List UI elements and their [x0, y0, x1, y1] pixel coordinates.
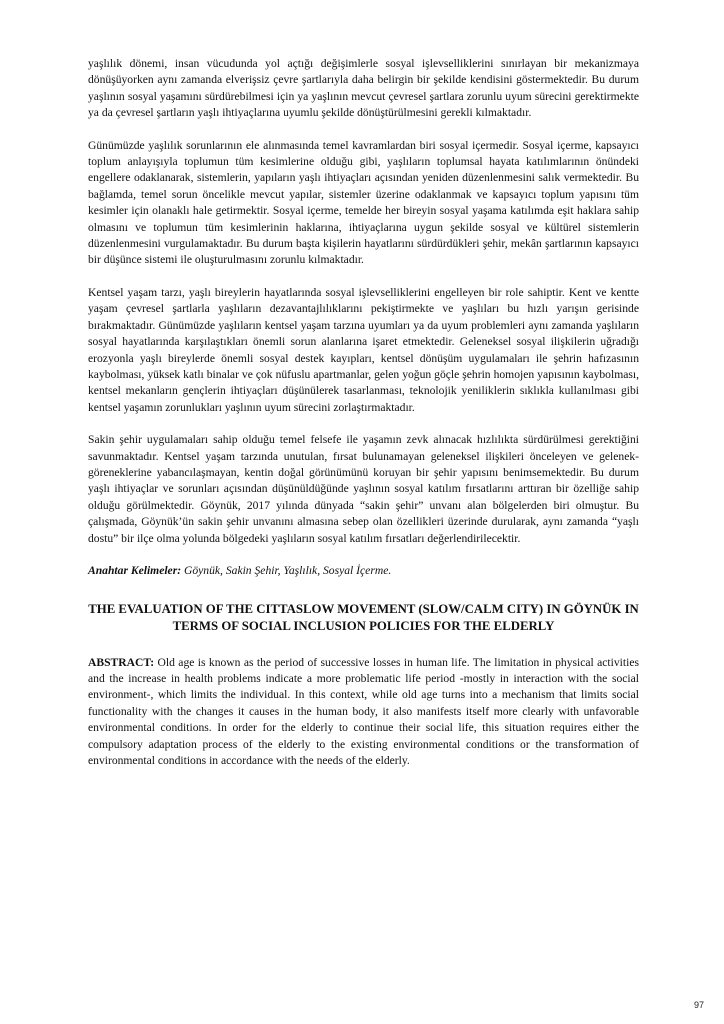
body-paragraph-4: Sakin şehir uygulamaları sahip olduğu temel felsefe ile yaşamın zevk alınacak hızlılıkta sürdürülmesi gerektiğini savunmaktadır. Kentsel yaşam tarzında unutulan, fırsat bulunamayan geleneksel ilişkileri önceleyen ve gelenek- göreneklerine yabancılaşmayan, kentin doğal görünümünü koruyan bir şehir yapısını benimsemektedir. Bu durum yaşlı ihtiyaçlar ve sorunları açısından düşünüldüğünde yaşlının sosyal katılım fırsatlarını arttıran bir özelliğe sahip olduğu görülmektedir. Göynük, 2017 yılında dünyada “sakin şehir” unvanı alan bölgelerden biri olmuştur. Bu çalışmada, Göynük’ün sakin şehir unvanını almasına sebep olan özellikleri üzerinde durularak, aynı zamanda “yaşlı dostu” bir ilçe olma yolunda bölgedeki yaşlıların sosyal katılım fırsatları değerlendirilecektir. [88, 433, 639, 545]
abstract-label: ABSTRACT: [88, 655, 155, 669]
body-paragraph-1: yaşlılık dönemi, insan vücudunda yol açtığı değişimlerle sosyal işlevselliklerini sınırlayan bir mekanizmaya dönüşüyorken aynı zamanda elverişsiz çevre şartlarıyla daha belirgin bir şekilde kendisini göstermektedir. Bu durum yaşlının sosyal yaşamını sürdürebilmesi için ya yaşlının mevcut çevresel şartlara zorunlu uyum sürecini gerektirmekte ya da çevresel şartların yaşlı ihtiyaçlarına uyumlu şekilde dönüştürülmesini gerekli kılmaktadır. [88, 57, 639, 120]
document-page [88, 56, 639, 769]
abstract-text: Old age is known as the period of successive losses in human life. The limitation in physical activities and the increase in health problems indicate a more problematic life period -mostly in interaction with the social environment-, which limits the individual. In this context, while old age turns into a mechanism that limits social functionality with the changes it causes in the human body, it also manifests itself more clearly with unfavorable environmental conditions. In order for the elderly to continue their social life, this situation requires either the compulsory adaptation process of the elderly to the existing environmental conditions or the transformation of environmental conditions in accordance with the needs of the elderly. [88, 655, 639, 767]
keywords-text: Göynük, Sakin Şehir, Yaşlılık, Sosyal İçerme. [181, 563, 392, 577]
body-paragraph-2: Günümüzde yaşlılık sorunlarının ele alınmasında temel kavramlardan biri sosyal içermedir. Sosyal içerme, kapsayıcı toplum anlayışıyla toplumun tüm kesimlerine olduğu gibi, yaşlıların toplumsal hayata katılımlarının önündeki engellere odaklanarak, sistemlerin, yapıların yaşlı ihtiyaçları açısından yeniden düzenlenmesini salık vermektedir. Bu bağlamda, temel sorun öncelikle mevcut yapılar, sistemler üzerine odaklanmak ve kapsayıcı toplum yapısını tüm kesimler için olanaklı hale getirmektir. Sosyal içerme, temelde her bireyin sosyal yaşama katılımda eşit haklara sahip olmasını ve toplumun tüm kesimlerinin haklarına, ihtiyaçlarına uygun şekilde sosyal ve kültürel sistemlerin düzenlenmesini vurgulamaktadır. Bu durum başta kişilerin hayatlarını sürdürdükleri şehir, mekân şartlarının kapsayıcı bir düşünce sistemi ile oluşturulmasını zorunlu kılmaktadır. [88, 138, 639, 267]
keywords-line [88, 563, 639, 579]
body-paragraph-3: Kentsel yaşam tarzı, yaşlı bireylerin hayatlarında sosyal işlevselliklerini engelleyen bir role sahiptir. Kent ve kentte yaşam çevresel şartlarla yaşlıların dezavantajlılıklarını pekiştirmekte ve yaşlıları bu hızlı yarışın gerisinde bırakmaktadır. Günümüzde yaşlıların kentsel yaşam tarzına uyumları ya da uyum problemleri aynı zamanda yaşlıların sosyal hayatlarında karşılaştıkları önemli sorun alanlarına işaret etmektedir. Geleneksel sosyal ilişkilerin uğradığı erozyonla yaşlı bireylerde önemli sosyal destek kayıpları, kentsel dönüşüm uygulamaları ile şehrin hafızasının kaybolması, yüksek katlı binalar ve çok nüfuslu apartmanlar, gelen yoğun göçle şehrin homojen yapısının kaybolması, kentsel mekanların gençlerin ihtiyaçları düşünülerek tasarlanması, teknolojik yeniliklerin sıklıkla kullanılması gibi kentsel yaşamın zorunlukları yaşlının uyum sürecini zorlaştırmaktadır. [88, 285, 639, 414]
english-title: THE EVALUATION OF THE CITTASLOW MOVEMENT (SLOW/CALM CITY) IN GÖYNÜK IN TERMS OF SOCIAL INCLUSION POLICIES FOR THE ELDERLY [88, 602, 639, 633]
keywords-label: Anahtar Kelimeler: [88, 563, 182, 577]
abstract-paragraph [88, 655, 639, 770]
page-number: 97 [693, 1000, 704, 1010]
